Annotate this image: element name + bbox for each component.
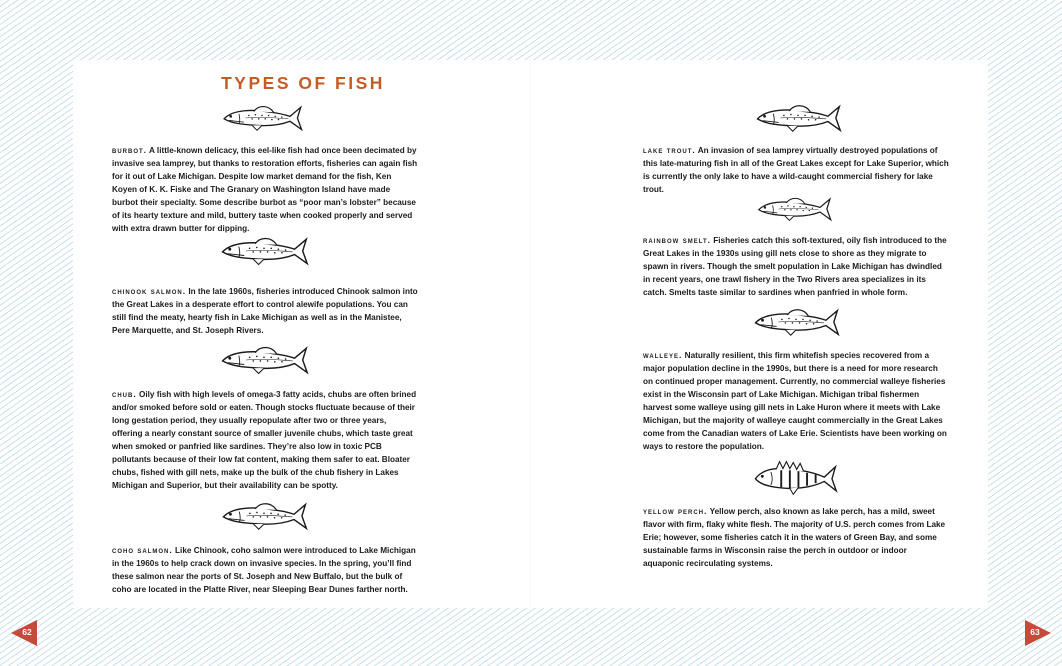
entry-text: Fisheries catch this soft-textured, oily fish introduced to the Great Lakes in the 1930s using gill nets close to shore as they migrate to spawn in rivers. Though the smelt population in Lake Michigan has dwindled in recent years, one trawl fishery in the Two Rivers area specializes in its catch. Smelts taste similar to sardines when panfried in whole form.: [643, 236, 947, 297]
coho-salmon-icon: [219, 501, 309, 531]
chinook-salmon-icon: [219, 235, 309, 267]
entry-heading: coho salmon.: [112, 545, 173, 555]
book-spine: [530, 60, 531, 608]
entry-walleye: [643, 349, 949, 453]
entry-heading: burbot.: [112, 145, 148, 155]
entry-chinook-salmon: [112, 285, 418, 337]
entry-heading: chinook salmon.: [112, 286, 187, 296]
entry-heading: chub.: [112, 389, 137, 399]
burbot-icon: [218, 104, 306, 132]
page-title: TYPES OF FISH: [221, 73, 385, 93]
entry-text: Naturally resilient, this firm whitefish species recovered from a major population decline in the 1990s, but there is a need for more research on continued proper management. Currently, no commercial walleye fisheries exist in the Wisconsin part of Lake Michigan. Michigan tribal fishermen harvest some walleye using gill nets in Lake Huron where it meets with Lake Michigan, but the majority of walleye caught commercially in the Great Lakes come from the Canadian waters of Lake Erie. Scientists have been working on ways to restore the population.: [643, 351, 947, 451]
page-number-left: [11, 620, 37, 646]
entry-heading: yellow perch.: [643, 506, 708, 516]
rainbow-smelt-icon: [754, 196, 834, 222]
entry-text: An invasion of sea lamprey virtually destroyed populations of this late-maturing fish in all of the Great Lakes except for Lake Superior, which is currently the only lake to have a wild-caught commercial fishery for lake trout.: [643, 146, 949, 194]
yellow-perch-icon: [752, 458, 838, 498]
left-page: [73, 60, 531, 608]
entry-rainbow-smelt: [643, 234, 949, 299]
entry-text: In the late 1960s, fisheries introduced Chinook salmon into the Great Lakes in a desperate effort to control alewife populations. You can still find the meaty, hearty fish in Lake Michigan as well as in the Manistee, Pere Marquette, and St. Joseph Rivers.: [112, 287, 418, 335]
entry-lake-trout: [643, 144, 949, 196]
entry-text: Like Chinook, coho salmon were introduced to Lake Michigan in the 1960s to help crack down on invasive species. In the spring, you’ll find these salmon near the ports of St. Joseph and New Buffalo, but the bulk of coho are located in the Platte River, near Sleeping Bear Dunes farther north.: [112, 546, 416, 594]
lake-trout-icon: [754, 103, 842, 133]
entry-yellow-perch: [643, 505, 949, 570]
entry-burbot: [112, 144, 418, 235]
walleye-icon: [752, 304, 840, 340]
entry-text: A little-known delicacy, this eel-like fish had once been decimated by invasive sea lamprey, but thanks to restoration efforts, fisheries can again fish for it out of Lake Michigan. Despite low market demand for the fish, Ken Koyen of K. K. Fiske and The Granary on Washington Island have made burbot their specialty. Some describe burbot as “poor man’s lobster” because of its hearty texture and mild, buttery taste when cooked properly and served with extra drawn butter for dipping.: [112, 146, 418, 233]
entry-heading: walleye.: [643, 350, 683, 360]
entry-text: Yellow perch, also known as lake perch, has a mild, sweet flavor with firm, flaky white flesh. The majority of U.S. perch comes from Lake Erie; however, some fisheries catch it in the waters of Green Bay, and some sustainable farms in Wisconsin raise the perch in outdoor or indoor aquaponic recirculating systems.: [643, 507, 946, 568]
page-number-right: [1025, 620, 1051, 646]
page-number-text: 62: [22, 627, 32, 637]
entry-chub: [112, 388, 418, 492]
right-page: [530, 60, 988, 608]
page-number-text: 63: [1030, 627, 1040, 637]
chub-icon: [219, 343, 309, 377]
entry-coho-salmon: [112, 544, 418, 596]
entry-text: Oily fish with high levels of omega-3 fatty acids, chubs are often brined and/or smoked before sold or eaten. Though stocks fluctuate because of their long gestation period, they usually repopulate after two or three years, offering a nearly constant source of smaller juvenile chubs, which taste great when smoked or panfried like sardines. They’re also low in toxic PCB pollutants because of their low fat content, making them safer to eat. Bloater chubs, fished with gill nets, make up the bulk of the chub fishery in Lakes Michigan and Superior, but their availability can be spotty.: [112, 390, 417, 490]
entry-heading: lake trout.: [643, 145, 696, 155]
entry-heading: rainbow smelt.: [643, 235, 711, 245]
